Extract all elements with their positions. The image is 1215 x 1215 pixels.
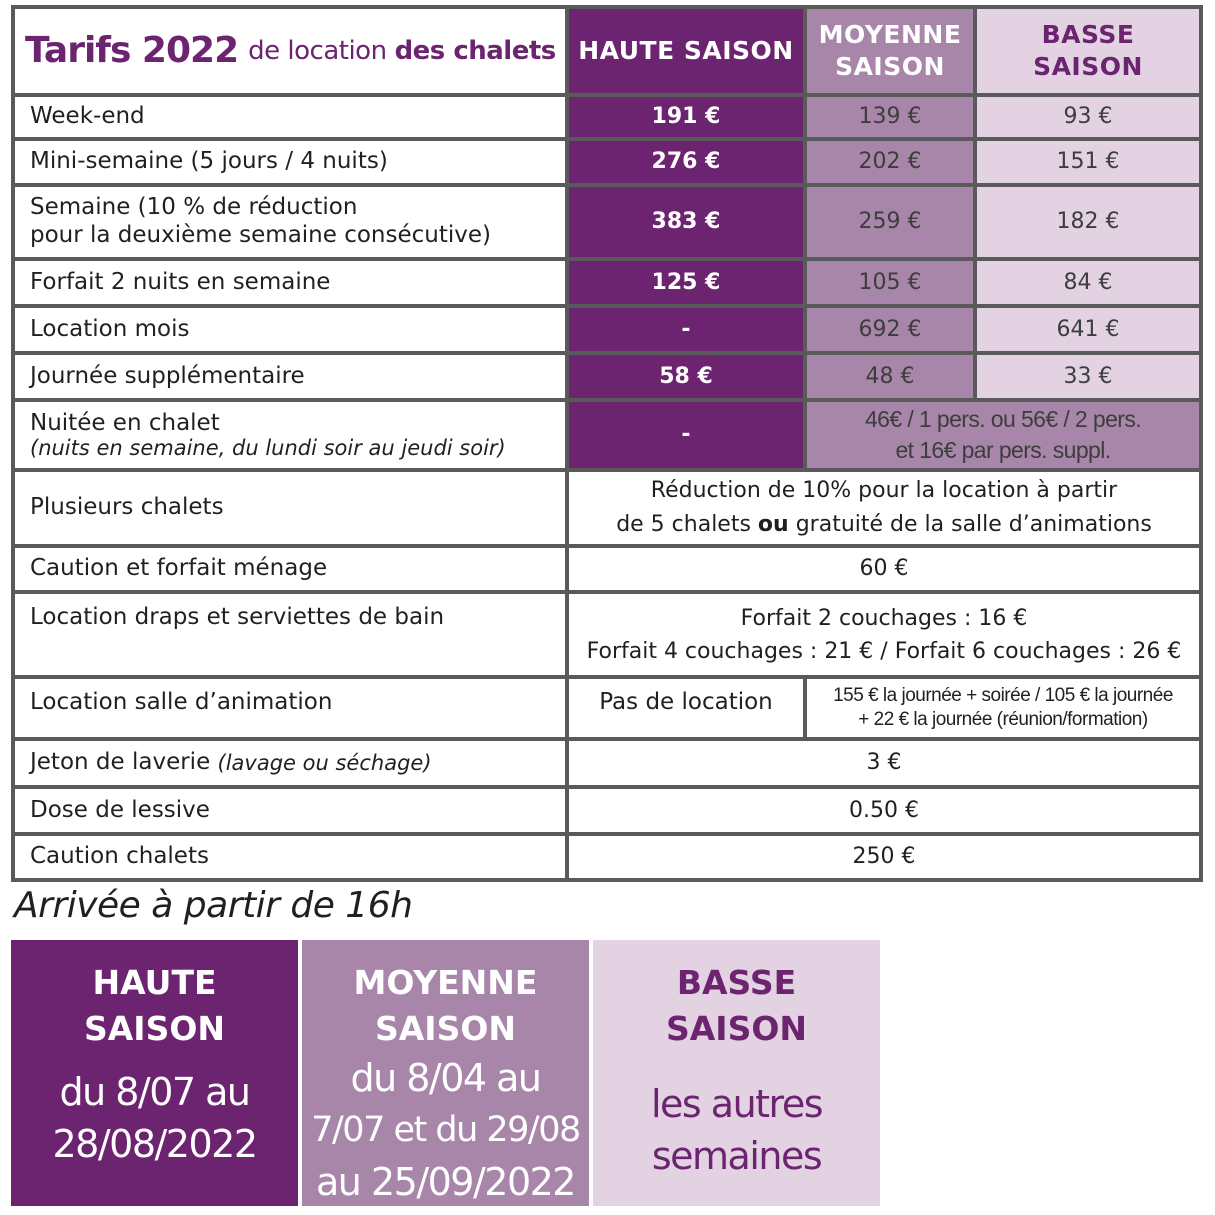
row-label-semaine-line1: Semaine (10 % de réduction (30, 194, 358, 221)
row-label-nuitee-sub: (nuits en semaine, du lundi soir au jeudi soir) (30, 436, 506, 461)
price-haute-nuitee-chalet: - (569, 402, 803, 468)
header-basse-line1: BASSE (1041, 19, 1135, 49)
title-strong: Tarifs 2022 (25, 29, 239, 71)
header-moyenne-line2: SAISON (835, 52, 945, 81)
title-light: de location (248, 35, 387, 66)
value-dose-lessive: 0.50 € (569, 789, 1199, 832)
row-label-caution-menage: Caution et forfait ménage (15, 548, 565, 590)
price-moyenne-semaine: 259 € (807, 187, 973, 257)
value-caution-chalets: 250 € (569, 836, 1199, 878)
price-haute-mini-semaine: 276 € (569, 141, 803, 183)
season-haute-dates (52, 1066, 256, 1170)
header-basse-saison (977, 9, 1199, 93)
season-haute-line2: 28/08/2022 (52, 1122, 257, 1166)
row-label-journee-supplementaire: Journée supplémentaire (15, 355, 565, 398)
price-haute-journee-supplementaire: 58 € (569, 355, 803, 398)
season-moyenne-title2: SAISON (374, 1009, 517, 1048)
row-label-location-salle: Location salle d’animation (15, 679, 565, 737)
season-moyenne-dates (311, 1052, 580, 1208)
row-label-forfait-2-nuits: Forfait 2 nuits en semaine (15, 261, 565, 304)
nuitee-other-line2: et 16€ par pers. suppl. (895, 437, 1111, 463)
price-moyenne-mini-semaine: 202 € (807, 141, 973, 183)
plusieurs-line2c: gratuité de la salle d’animations (788, 512, 1152, 537)
season-basse-dates (651, 1078, 822, 1182)
season-haute-title (84, 960, 225, 1052)
price-haute-location-mois: - (569, 308, 803, 351)
price-other-nuitee-chalet (807, 402, 1199, 468)
plusieurs-line2-ou: ou (757, 512, 789, 537)
season-moyenne-title1: MOYENNE (353, 963, 538, 1002)
season-box-moyenne (302, 940, 589, 1206)
price-basse-journee-supplementaire: 33 € (977, 355, 1199, 398)
jeton-label-main: Jeton de laverie (30, 749, 218, 776)
value-salle-haute: Pas de location (569, 679, 803, 737)
row-label-nuitee-main: Nuitée en chalet (30, 409, 220, 436)
draps-line2: Forfait 4 couchages : 21 € / Forfait 6 couchages : 26 € (586, 638, 1182, 664)
season-moyenne-line1: du 8/04 au (350, 1056, 541, 1100)
draps-line1: Forfait 2 couchages : 16 € (740, 605, 1028, 631)
price-basse-weekend: 93 € (977, 97, 1199, 137)
season-basse-line2: semaines (651, 1134, 822, 1178)
row-label-nuitee-chalet (15, 402, 565, 468)
salle-other-line1: 155 € la journée + soirée / 105 € la journée (833, 685, 1173, 707)
price-moyenne-location-mois: 692 € (807, 308, 973, 351)
value-plusieurs-chalets (569, 472, 1199, 544)
season-basse-title (666, 960, 807, 1052)
season-basse-line1: les autres (650, 1082, 823, 1126)
header-haute-label: HAUTE SAISON (578, 35, 794, 65)
plusieurs-line2 (616, 508, 1152, 542)
row-label-semaine-line2: pour la deuxième semaine consécutive) (30, 222, 492, 248)
nuitee-other-line1: 46€ / 1 pers. ou 56€ / 2 pers. (864, 405, 1142, 432)
season-haute-title1: HAUTE (92, 963, 217, 1002)
jeton-label-sub: (lavage ou séchage) (217, 750, 432, 775)
row-label-dose-lessive: Dose de lessive (15, 789, 565, 832)
salle-other-line2: + 22 € la journée (réunion/formation) (858, 709, 1148, 730)
price-haute-forfait-2-nuits: 125 € (569, 261, 803, 304)
row-label-semaine (15, 187, 565, 257)
row-label-plusieurs-chalets: Plusieurs chalets (15, 472, 565, 544)
season-moyenne-title (354, 960, 538, 1052)
price-moyenne-forfait-2-nuits: 105 € (807, 261, 973, 304)
value-location-draps (569, 594, 1199, 675)
header-moyenne-line1: MOYENNE (818, 19, 962, 49)
row-label-weekend: Week-end (15, 97, 565, 137)
row-label-jeton-laverie (15, 741, 565, 785)
plusieurs-line1: Réduction de 10% pour la location à partir (650, 477, 1118, 503)
price-haute-weekend: 191 € (569, 97, 803, 137)
row-label-location-draps: Location draps et serviettes de bain (15, 594, 565, 675)
price-basse-forfait-2-nuits: 84 € (977, 261, 1199, 304)
header-haute-saison (569, 9, 803, 93)
header-basse-line2: SAISON (1033, 52, 1143, 81)
price-haute-semaine: 383 € (569, 187, 803, 257)
header-moyenne-saison (807, 9, 973, 93)
row-label-location-mois: Location mois (15, 308, 565, 351)
row-label-mini-semaine: Mini-semaine (5 jours / 4 nuits) (15, 141, 565, 183)
value-jeton-laverie: 3 € (569, 741, 1199, 785)
season-box-haute (11, 940, 298, 1206)
season-moyenne-line3: au 25/09/2022 (316, 1160, 575, 1204)
value-salle-other (807, 679, 1199, 737)
season-box-basse (593, 940, 880, 1206)
title-bold: des chalets (394, 35, 556, 66)
arrival-note: Arrivée à partir de 16h (14, 885, 413, 926)
value-caution-menage: 60 € (569, 548, 1199, 590)
table-title (15, 9, 565, 93)
season-haute-line1: du 8/07 au (59, 1070, 250, 1114)
season-moyenne-line2: 7/07 et du 29/08 (311, 1110, 580, 1150)
plusieurs-line2a: de 5 chalets (616, 512, 758, 537)
tariff-table (11, 5, 1203, 882)
price-basse-semaine: 182 € (977, 187, 1199, 257)
row-label-caution-chalets: Caution chalets (15, 836, 565, 878)
season-haute-title2: SAISON (83, 1009, 226, 1048)
season-basse-title2: SAISON (665, 1009, 808, 1048)
season-basse-title1: BASSE (676, 963, 797, 1002)
price-moyenne-journee-supplementaire: 48 € (807, 355, 973, 398)
price-basse-location-mois: 641 € (977, 308, 1199, 351)
price-moyenne-weekend: 139 € (807, 97, 973, 137)
price-basse-mini-semaine: 151 € (977, 141, 1199, 183)
